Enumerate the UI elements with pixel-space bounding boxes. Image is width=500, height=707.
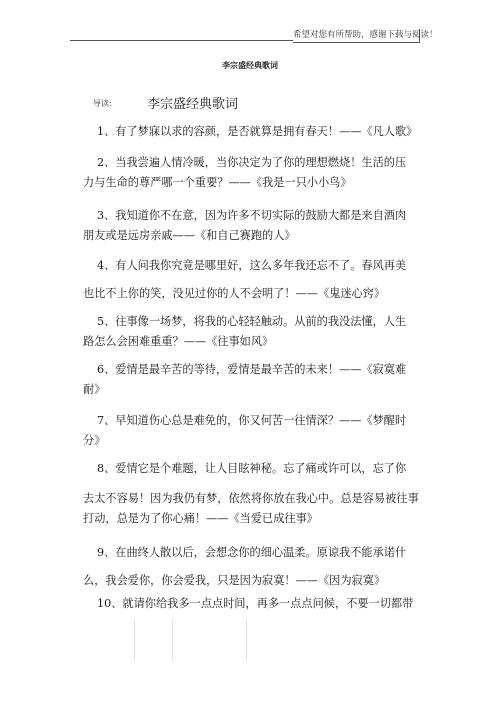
paragraph-line: 朋友或是远房亲戚——《和自己赛跑的人》 [83, 229, 296, 242]
document-title: 李宗盛经典歌词 [222, 61, 278, 70]
lyric-paragraph-1 [97, 122, 429, 142]
paragraph-line: 耐》 [83, 383, 106, 396]
lyric-paragraph-4 [83, 252, 429, 308]
table-border [172, 620, 173, 660]
lyric-paragraph-10 [97, 594, 429, 614]
lyric-paragraph-2 [83, 153, 429, 193]
paragraph-line: 5、往事像一场梦，将我的心轻轻触动。从前的我没法懂，人生 [97, 315, 407, 328]
paragraph-line: 力与生命的尊严哪一个重要？——《我是一只小小鸟》 [83, 176, 352, 189]
download-promo-banner: 希望对您有所帮助，感谢下载与阅读！ [293, 29, 420, 43]
guide-label: 导读: [93, 99, 112, 108]
lyric-paragraph-6 [83, 360, 429, 400]
paragraph-line: 1、有了梦寐以求的容颜，是否就算是拥有春天！——《凡人歌》 [97, 125, 418, 138]
lyric-paragraph-9 [83, 539, 429, 595]
paragraph-line: 10、就请你给我多一点点时间，再多一点点问候，不要一切都带 [97, 597, 414, 610]
lyric-paragraph-7 [83, 411, 429, 451]
paragraph-line: 9、在曲终人散以后，会想念你的细心温柔。原谅我不能承诺什 [97, 546, 407, 559]
table-border [246, 620, 247, 660]
paragraph-line: 7、早知道伤心总是难免的，你又何苦一往情深？——《梦醒时 [97, 414, 407, 427]
paragraph-line: 分》 [83, 434, 106, 447]
paragraph-line: 4、有人问我你究竟是哪里好，这么多年我还忘不了。春风再美 [97, 259, 407, 272]
paragraph-line: 3、我知道你不在意，因为许多不切实际的鼓励大都是来自酒肉 [97, 209, 407, 222]
paragraph-line: 也比不上你的笑，没见过你的人不会明了！——《鬼迷心窍》 [83, 287, 386, 300]
paragraph-line: 6、爱情是最辛苦的等待，爱情是最辛苦的未来！——《寂寞难 [97, 363, 407, 376]
paragraph-line: 8、爱情它是个难题，让人目眩神秘。忘了痛或许可以，忘了你 [97, 462, 407, 475]
lyric-paragraph-8 [83, 459, 429, 529]
paragraph-line: 路怎么会困难重重？——《往事如风》 [83, 335, 274, 348]
table-border [134, 620, 135, 660]
document-subtitle: 李宗盛经典歌词 [147, 97, 239, 112]
paragraph-line: 去太不容易！因为我仍有梦，依然将你放在我心中。总是容易被往事 [83, 492, 419, 505]
paragraph-line: 2、当我尝遍人情冷暖，当你决定为了你的理想燃烧！生活的压 [97, 156, 407, 169]
paragraph-line: 么，我会爱你，你会爱我，只是因为寂寞！——《因为寂寞》 [83, 574, 386, 587]
paragraph-line: 打动，总是为了你心痛！——《当爱已成往事》 [83, 512, 318, 525]
lyric-paragraph-5 [83, 312, 429, 352]
header-rule [70, 40, 293, 41]
lyric-paragraph-3 [83, 206, 429, 246]
